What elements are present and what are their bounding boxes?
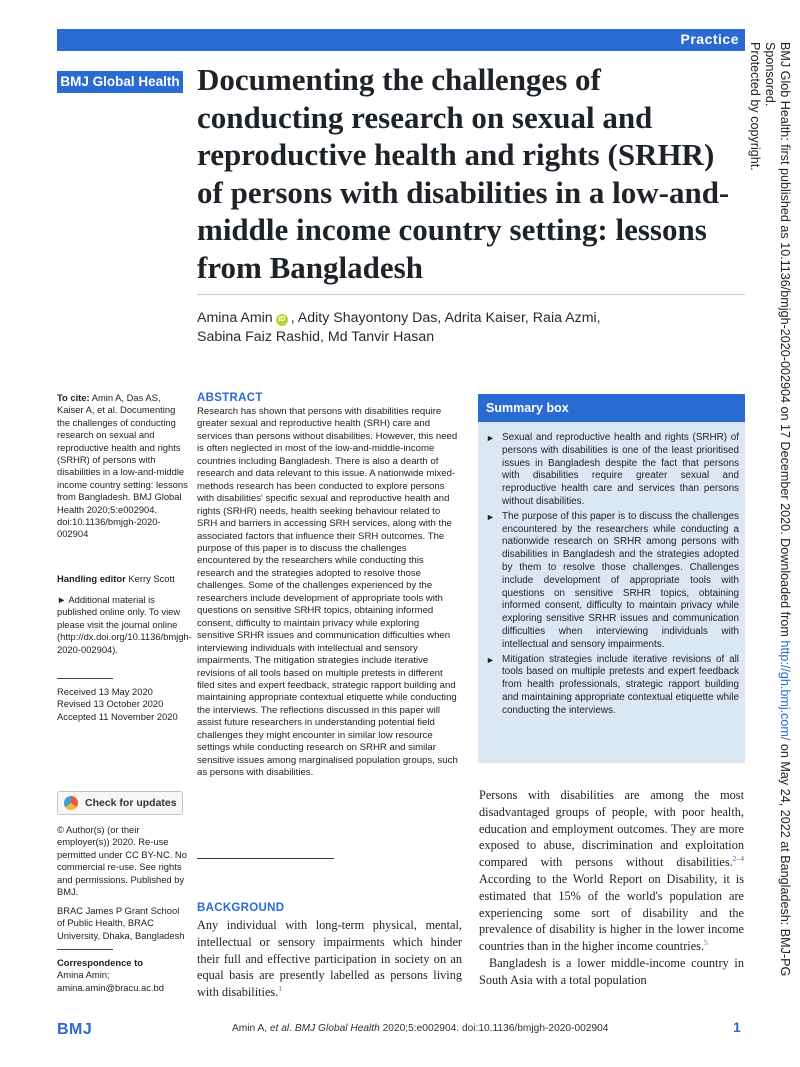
journal-link[interactable]: http://gh.bmj.com/ bbox=[778, 640, 792, 741]
copyright-notice: © Author(s) (or their employer(s)) 2020. Re-use permitted under CC BY-NC. No commercial re-use. See rights and permissions. Published by BMJ. bbox=[57, 824, 187, 898]
received-date: Received 13 May 2020 bbox=[57, 686, 153, 697]
footer-citation bbox=[232, 1023, 608, 1034]
author-list bbox=[197, 309, 745, 347]
abstract-text: Research has shown that persons with disabilities require greater sexual and reproductive health (SRH) care and services than persons without disabilities. However, this need is often neglected in most of the low-and-middle-income countries including Bangladesh. There is also a dearth of research and data relevant to this issue. A nationwide mixed-methods research has been conducted to explore persons with disabilities' specific sexual and reproductive health and rights (SRHR) needs, health seeking behaviour related to SRH and barriers in accessing SRH services, along with the associated factors that influence their SRH outcomes. The purpose of this paper is to discuss the challenges encountered by the researchers while conducting this research and the strategies adopted to resolve those challenges. Some of the challenges experienced by the researchers include development of appropriate tools with questions on sensitive SRHR topics, obtaining informed consent, difficulty to maintain privacy while exploring sensitive SRHR issues and communication difficulties when interviewing individuals with intellectual and sensory impairments. The mitigation strategies include iterative revisions of all tools based on multiple pretests in different filed sites and expert feedback, strategic rapport building and maintaining appropriate contextual etiquette while conducting the interviews. The reflections discussed in this paper will assist future researchers in understanding potential field challenges they might encounter in similar low resource settings while conducting research on SRHR and similar sensitive issues among marginalised population groups, such as persons with disabilities. bbox=[197, 406, 458, 779]
background-heading: BACKGROUND bbox=[197, 902, 285, 914]
summary-box bbox=[478, 394, 745, 763]
summary-item bbox=[486, 654, 739, 718]
background-paragraph: Any individual with long-term physical, mental, intellectual or sensory impairments which hinder their full and effective participation in society on an equal basis are presently labelled as persons living with disabilities. bbox=[197, 918, 462, 1000]
background-text bbox=[197, 917, 462, 1001]
summary-list bbox=[486, 432, 739, 720]
body-text: Persons with disabilities are among the most disadvantaged groups of people, with poor health, education and employment outcomes. They are more exposed to abuse, discrimination and exploitation compared with persons without disabilities. bbox=[479, 788, 744, 870]
summary-item bbox=[486, 511, 739, 652]
notice-text: on May 24, 2022 at Bangladesh: BMJ-PG Sponsored. bbox=[763, 42, 792, 977]
sidebar-divider bbox=[57, 949, 113, 950]
handling-editor bbox=[57, 573, 188, 585]
author-list-rest: , Adity Shayontony Das, Adrita Kaiser, Raia Azmi, bbox=[290, 310, 601, 326]
summary-box-title: Summary box bbox=[486, 401, 569, 415]
reference-link[interactable]: 1 bbox=[278, 984, 283, 994]
author-list-line2: Sabina Faiz Rashid, Md Tanvir Hasan bbox=[197, 329, 435, 345]
citation-block bbox=[57, 392, 188, 541]
revised-date: Revised 13 October 2020 bbox=[57, 698, 164, 710]
handling-editor-label: Handling editor bbox=[57, 573, 126, 584]
download-notice-text bbox=[748, 42, 792, 1002]
correspondence-name: Amina Amin; bbox=[57, 969, 110, 981]
bullet-icon: ► bbox=[486, 511, 495, 522]
sidebar-divider bbox=[57, 678, 113, 679]
download-notice bbox=[748, 42, 792, 1002]
summary-item-text: The purpose of this paper is to discuss the challenges encountered by the researchers while conducting a nationwide research on SRHR among persons with disabilities in Bangladesh and the strategies adopted by them to resolve those challenges. Challenges include development of appropriate tools with questions on sensitive SRHR topics, obtaining informed consent, difficulty to maintain privacy while exploring sensitive SRHR issues and communication difficulties when interviewing individuals with intellectual and sensory impairments. bbox=[502, 510, 739, 650]
summary-box-header bbox=[478, 394, 745, 422]
cite-text: Amin A, Das AS, Kaiser A, et al. Documenting the challenges of conducting research on sexual and reproductive health and rights (SRHR) of persons with disabilities in a low-and-middle income country setting: lessons from Bangladesh. BMJ Global Health 2020;5:e002904. doi:10.1136/bmjgh-2020-002904 bbox=[57, 392, 188, 540]
correspondence-label: Correspondence to bbox=[57, 957, 143, 968]
summary-item bbox=[486, 432, 739, 509]
section-banner bbox=[57, 29, 745, 51]
body-text: According to the World Report on Disability, it is estimated that 15% of the world's population are experiencing some sort of disability and the prevalence of disability is higher in the lower income countries than in the higher income countries. bbox=[479, 871, 744, 954]
copyright-protection-note: Protected by copyright. bbox=[748, 42, 762, 171]
bullet-icon: ► bbox=[486, 433, 495, 443]
correspondence bbox=[57, 957, 188, 994]
additional-material-note[interactable]: ► Additional material is published online only. To view please visit the journal online (http://dx.doi.org/10.1136/bmjgh-2020-002904). bbox=[57, 594, 192, 655]
abstract-heading: ABSTRACT bbox=[197, 392, 263, 404]
crossmark-icon bbox=[64, 796, 78, 810]
handling-editor-name: Kerry Scott bbox=[128, 573, 175, 584]
bmj-logo[interactable]: BMJ bbox=[57, 1021, 93, 1038]
footer-citation-text: 2020;5:e002904. doi:10.1136/bmjgh-2020-002904 bbox=[379, 1023, 609, 1034]
body-paragraph bbox=[479, 787, 744, 955]
affiliation: BRAC James P Grant School of Public Health, BRAC University, Dhaka, Bangladesh bbox=[57, 905, 185, 941]
check-updates-label: Check for updates bbox=[85, 797, 177, 809]
footer-citation-text: Amin A, bbox=[232, 1023, 270, 1034]
body-text-right bbox=[479, 787, 744, 989]
section-label: Practice bbox=[680, 31, 739, 47]
accepted-date: Accepted 11 November 2020 bbox=[57, 710, 178, 722]
reference-link[interactable]: 5 bbox=[704, 938, 708, 948]
author-first[interactable]: Amina Amin bbox=[197, 310, 273, 326]
body-paragraph: Bangladesh is a lower middle-income country in South Asia with a total population bbox=[479, 955, 744, 987]
title-divider bbox=[197, 294, 745, 295]
check-for-updates-button[interactable] bbox=[57, 791, 183, 815]
journal-badge[interactable]: BMJ Global Health bbox=[57, 71, 183, 93]
bullet-icon: ► bbox=[486, 654, 495, 665]
correspondence-email[interactable]: amina.amin@bracu.ac.bd bbox=[57, 981, 164, 993]
reference-link[interactable]: 2–4 bbox=[732, 854, 744, 864]
article-dates bbox=[57, 686, 188, 723]
abstract-divider bbox=[197, 858, 334, 859]
footer-citation-journal: et al. BMJ Global Health bbox=[269, 1023, 380, 1034]
notice-text: BMJ Glob Health: first published as 10.1136/bmjgh-2020-002904 on 17 December 2020. Downloaded from bbox=[778, 42, 792, 641]
cite-label: To cite: bbox=[57, 392, 90, 403]
orcid-icon[interactable]: iD bbox=[276, 314, 288, 326]
article-title: Documenting the challenges of conducting research on sexual and reproductive health and rights (SRHR) of persons with disabilities in a low-and-middle income country setting: lessons from Bangladesh bbox=[197, 62, 730, 285]
summary-item-text: Sexual and reproductive health and rights (SRHR) of persons with disabilities is one of the least prioritised issues in Bangladesh despite the fact that persons with disabilities require greater sexual and reproductive health care and services than persons without disabilities. bbox=[502, 432, 739, 507]
page-number: 1 bbox=[733, 1019, 741, 1035]
summary-item-text: Mitigation strategies include iterative revisions of all tools based on multiple pretests and expert feedback from health professionals, strategic rapport building and maintaining appropriate contextual etiquette while conducting the interviews. bbox=[502, 653, 739, 716]
